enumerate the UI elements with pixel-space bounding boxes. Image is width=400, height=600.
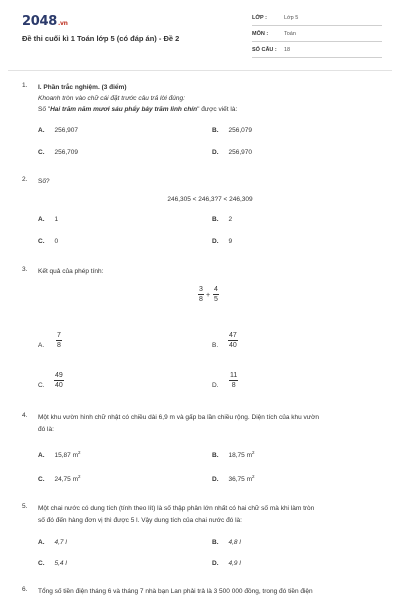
prompt-post: " được viết là: [197, 106, 238, 113]
option-c-letter[interactable]: C. [38, 382, 45, 389]
logo-main: 2048 [22, 14, 57, 29]
option-a[interactable] [38, 216, 58, 223]
option-d-letter[interactable]: D. [212, 382, 219, 389]
question-prompt [38, 104, 237, 115]
option-letter: B. [212, 127, 219, 134]
option-d-fraction[interactable]: 11 8 [230, 372, 238, 389]
option-text: 0 [54, 238, 59, 245]
option-letter: A. [38, 127, 45, 134]
option-text: 256,709 [54, 149, 78, 156]
option-b[interactable] [212, 127, 252, 134]
question-prompt: Số? [38, 178, 50, 185]
meta-question-count [252, 44, 382, 58]
option-c[interactable] [38, 238, 58, 245]
logo-suffix: .vn [57, 20, 68, 27]
option-c[interactable]: C. 5,4 l [38, 560, 67, 567]
option-letter: B. [212, 216, 219, 223]
option-b-fraction[interactable]: 47 40 [229, 332, 237, 349]
option-b[interactable]: B. 4,8 l [212, 539, 241, 546]
option-d[interactable] [212, 149, 252, 156]
option-a[interactable]: A. 4,7 l [38, 539, 67, 546]
question-number: 5. [22, 503, 28, 510]
expr-plus: + [206, 292, 211, 299]
prompt-pre: Số " [38, 106, 51, 113]
section-heading: I. Phần trắc nghiệm. (3 điểm) [38, 84, 127, 91]
prompt-bold: Hai trăm năm mươi sáu phẩy bảy trăm linh chín [50, 106, 198, 113]
question-number: 2. [22, 176, 28, 183]
option-a[interactable]: A. 15,87 $m^2$ [38, 450, 81, 460]
question-prompt-line-2: số đó đến hàng đơn vị thì được 5 l. Vậy dung tích của chai nước đó là: [38, 517, 242, 524]
option-c[interactable] [38, 149, 78, 156]
question-number: 1. [22, 82, 28, 89]
question-number: 4. [22, 412, 28, 419]
option-letter: A. [38, 216, 45, 223]
page-header [0, 0, 400, 70]
meta-class-value: Lớp 5 [284, 15, 299, 21]
meta-subject-value: Toán [284, 31, 296, 37]
expr-fraction-b: 4 5 [214, 286, 218, 303]
option-d[interactable]: D. 36,75 $m^2$ [212, 474, 255, 484]
option-d[interactable]: D. 4,9 l [212, 560, 241, 567]
option-text: 256,970 [228, 149, 252, 156]
option-letter: C. [38, 149, 45, 156]
option-text: 1 [54, 216, 59, 223]
header-divider [8, 70, 392, 71]
option-text: 256,907 [54, 127, 78, 134]
question-title [38, 82, 383, 93]
question-prompt-line-1: Một chai nước có dung tích (tính theo lít) là số thập phân lớn nhất có hai chữ số mà khi làm tròn [38, 505, 315, 512]
option-letter: D. [212, 238, 219, 245]
question-instruction: Khoanh tròn vào chữ cái đặt trước câu trả lời đúng: [38, 95, 185, 102]
question-number: 6. [22, 586, 28, 593]
meta-class [252, 12, 382, 26]
option-text: 2 [228, 216, 233, 223]
question-number: 3. [22, 266, 28, 273]
question-prompt-line-1: Tổng số tiền điện tháng 6 và tháng 7 nhà bạn Lan phải trả là 3 500 000 đồng, trong đó tiền điện [38, 588, 313, 595]
expr-fraction-a: 3 8 [199, 286, 203, 303]
option-text: 256,079 [228, 127, 252, 134]
meta-question-count-value: 18 [284, 47, 291, 53]
option-a-fraction[interactable]: 7 8 [57, 332, 61, 349]
site-logo[interactable] [22, 14, 68, 29]
meta-question-count-label: SỐ CÂU : [252, 47, 277, 53]
option-letter: D. [212, 149, 219, 156]
option-b-letter[interactable]: B. [212, 342, 219, 349]
question-prompt-line-2: đó là: [38, 426, 54, 433]
option-text: 9 [228, 238, 233, 245]
comparison-expression: 246,305 < 246,3?7 < 246,309 [167, 196, 253, 203]
option-b[interactable] [212, 216, 232, 223]
meta-subject [252, 28, 382, 42]
document-title: Đề thi cuối kì 1 Toán lớp 5 (có đáp án) - Đề 2 [22, 34, 180, 43]
meta-subject-label: MÔN : [252, 31, 269, 37]
option-c[interactable]: C. 24,75 $m^2$ [38, 474, 81, 484]
option-c-fraction[interactable]: 49 40 [55, 372, 63, 389]
meta-class-label: LỚP : [252, 15, 267, 21]
option-a[interactable] [38, 127, 78, 134]
option-d[interactable] [212, 238, 232, 245]
option-b[interactable]: B. 18,75 $m^2$ [212, 450, 255, 460]
question-prompt-line-1: Một khu vườn hình chữ nhật có chiều dài 6,9 m và gấp ba lần chiều rộng. Diện tích của khu vườn [38, 414, 320, 421]
option-a-letter[interactable]: A. [38, 342, 45, 349]
option-letter: C. [38, 238, 45, 245]
question-prompt: Kết quả của phép tính: [38, 268, 104, 275]
